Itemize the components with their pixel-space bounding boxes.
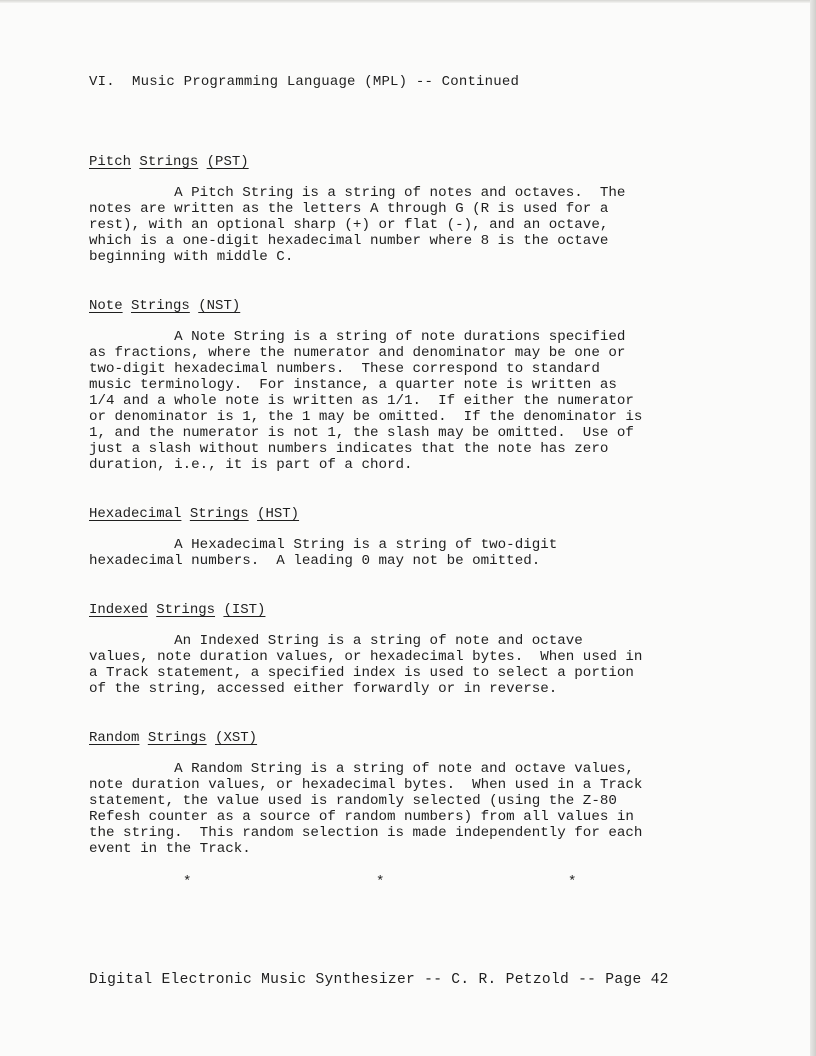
page-header: VI. Music Programming Language (MPL) -- Continued	[89, 74, 520, 90]
section-random-strings	[89, 729, 719, 857]
page-right-edge	[810, 0, 816, 1056]
section-hexadecimal-strings	[89, 505, 719, 569]
page-top-edge	[0, 0, 816, 3]
section-paragraph: A Random String is a string of note and octave values, note duration values, or hexadecimal bytes. When used in a Track statement, the value used is randomly selected (using the Z-80 Refesh counter as a source of random numbers) from all values in the string. This random selection is made independently for each event in the Track.	[89, 761, 643, 857]
page-footer: Digital Electronic Music Synthesizer -- C. R. Petzold -- Page 42	[89, 972, 669, 988]
section-heading: Note Strings (NST)	[89, 298, 241, 314]
section-separator	[0, 874, 816, 892]
section-pitch-strings	[89, 153, 719, 265]
separator-asterisk: *	[376, 874, 385, 890]
separator-asterisk: *	[183, 874, 192, 890]
separator-asterisk: *	[568, 874, 577, 890]
section-heading: Pitch Strings (PST)	[89, 154, 249, 170]
section-paragraph: A Hexadecimal String is a string of two-digit hexadecimal numbers. A leading 0 may not be omitted.	[89, 537, 558, 569]
section-paragraph: A Pitch String is a string of notes and octaves. The notes are written as the letters A through G (R is used for a rest), with an optional sharp (+) or flat (-), and an octave, which is a one-digit hexadecimal number where 8 is the octave beginning with middle C.	[89, 185, 626, 265]
section-heading: Indexed Strings (IST)	[89, 602, 266, 618]
section-indexed-strings	[89, 601, 719, 697]
section-note-strings	[89, 297, 719, 473]
section-paragraph: An Indexed String is a string of note and octave values, note duration values, or hexadecimal bytes. When used in a Track statement, a specified index is used to select a portion of the string, accessed either forwardly or in reverse.	[89, 633, 643, 697]
section-paragraph: A Note String is a string of note durations specified as fractions, where the numerator and denominator may be one or two-digit hexadecimal numbers. These correspond to standard music terminology. For instance, a quarter note is written as 1/4 and a whole note is written as 1/1. If either the numerator or denominator is 1, the 1 may be omitted. If the denominator is 1, and the numerator is not 1, the slash may be omitted. Use of just a slash without numbers indicates that the note has zero duration, i.e., it is part of a chord.	[89, 329, 643, 473]
section-heading: Random Strings (XST)	[89, 730, 258, 746]
section-heading: Hexadecimal Strings (HST)	[89, 506, 300, 522]
